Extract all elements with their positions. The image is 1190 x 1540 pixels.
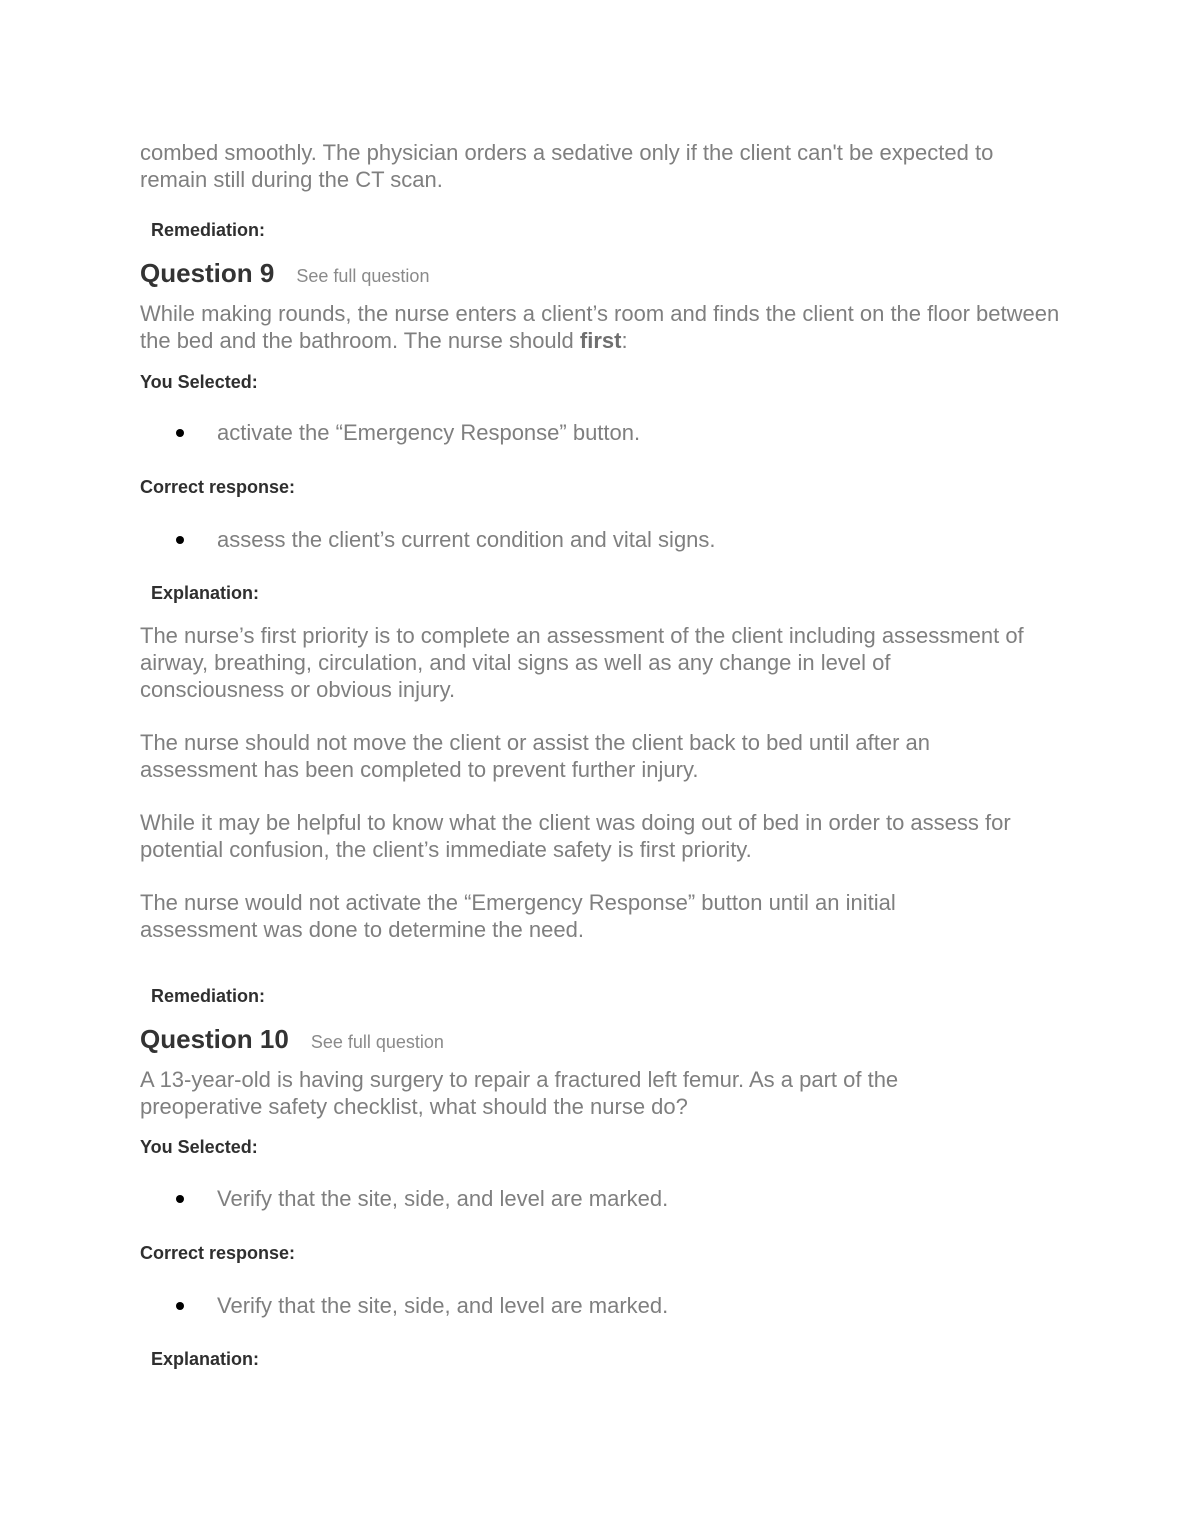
explanation-paragraph: The nurse would not activate the “Emergency Response” button until an initial assessment was done to determine the need. — [140, 890, 896, 942]
correct-answer — [140, 526, 1060, 553]
stem-end: : — [621, 328, 628, 353]
explanation-paragraph: The nurse’s first priority is to complete an assessment of the client including assessment of airway, breathing, circulation, and vital signs as well as any change in level of consciousness or obvious injury. — [140, 623, 1024, 702]
see-full-question-link[interactable]: See full question — [296, 266, 430, 286]
correct-answer-text: assess the client’s current condition and vital signs. — [217, 527, 716, 552]
selected-answer — [140, 419, 1060, 446]
remediation-label: Remediation: — [151, 986, 266, 1006]
selected-answer-text: Verify that the site, side, and level are marked. — [217, 1186, 669, 1211]
bullet-icon — [176, 1302, 184, 1310]
question-10-header — [140, 1024, 1060, 1054]
bullet-icon — [176, 536, 184, 544]
question-9-title: Question 9 — [140, 258, 275, 288]
stem-text: While making rounds, the nurse enters a client’s room and finds the client on the floor between the bed and the bathroom. The nurse should — [140, 301, 1060, 353]
stem-emphasis: first — [579, 328, 622, 353]
remediation-label: Remediation: — [151, 220, 266, 240]
explanation-label: Explanation: — [151, 583, 260, 603]
you-selected-label: You Selected: — [140, 1137, 258, 1157]
selected-answer-text: activate the “Emergency Response” button. — [217, 420, 641, 445]
question-9-stem — [140, 300, 1060, 354]
bullet-icon — [176, 1195, 184, 1203]
question-9-header — [140, 258, 1060, 288]
correct-response-label: Correct response: — [140, 1243, 296, 1263]
selected-answer — [140, 1185, 1060, 1212]
results-page — [140, 139, 1060, 1370]
correct-answer-text: Verify that the site, side, and level are marked. — [217, 1293, 669, 1318]
question-10-stem: A 13-year-old is having surgery to repair a fractured left femur. As a part of the preoperative safety checklist, what should the nurse do? — [140, 1067, 899, 1119]
explanation-label: Explanation: — [151, 1349, 260, 1369]
explanation-paragraph: The nurse should not move the client or assist the client back to bed until after an assessment has been completed to prevent further injury. — [140, 730, 931, 782]
correct-response-label: Correct response: — [140, 477, 296, 497]
explanation-paragraph: While it may be helpful to know what the client was doing out of bed in order to assess for potential confusion, the client’s immediate safety is first priority. — [140, 810, 1011, 862]
intro-explanation-text: combed smoothly. The physician orders a sedative only if the client can't be expected to remain still during the CT scan. — [140, 140, 994, 192]
you-selected-label: You Selected: — [140, 372, 258, 392]
correct-answer — [140, 1292, 1060, 1319]
bullet-icon — [176, 429, 184, 437]
see-full-question-link[interactable]: See full question — [310, 1032, 444, 1052]
question-10-title: Question 10 — [140, 1024, 289, 1054]
